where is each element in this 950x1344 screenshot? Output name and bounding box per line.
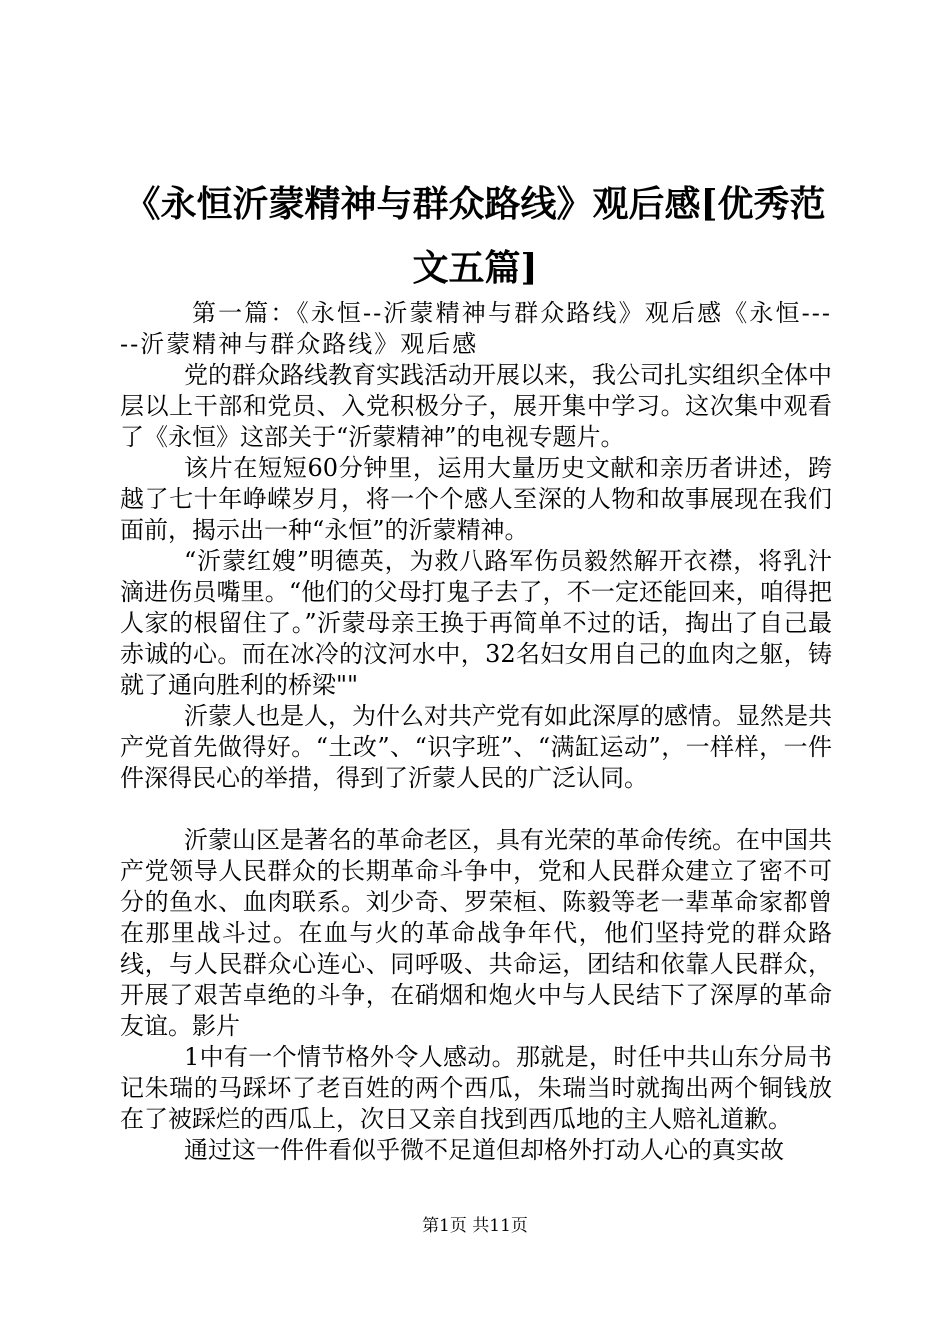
document-title xyxy=(100,172,850,300)
title-line-1: 《永恒沂蒙精神与群众路线》观后感[优秀范 xyxy=(124,183,826,225)
title-line-2: 文五篇] xyxy=(412,247,538,289)
paragraph: 沂蒙人也是人，为什么对共产党有如此深厚的感情。显然是共产党首先做得好。“土改”、“识字班”、“满缸运动”，一样样，一件件深得民心的举措，得到了沂蒙人民的广泛认同。 xyxy=(120,702,832,792)
page-footer xyxy=(0,1214,950,1238)
paragraph-heading: 第一篇：《永恒--沂蒙精神与群众路线》观后感《永恒-----沂蒙精神与群众路线》观后感 xyxy=(120,299,832,358)
page-indicator: 第1页 共11页 xyxy=(422,1216,528,1236)
paragraph: 党的群众路线教育实践活动开展以来，我公司扎实组织全体中层以上干部和党员、入党积极分子，展开集中学习。这次集中观看了《永恒》这部关于“沂蒙精神”的电视专题片。 xyxy=(120,361,832,451)
document-body xyxy=(120,298,832,1166)
paragraph: 沂蒙山区是著名的革命老区，具有光荣的革命传统。在中国共产党领导人民群众的长期革命斗争中，党和人民群众建立了密不可分的鱼水、血肉联系。刘少奇、罗荣桓、陈毅等老一辈革命家都曾在那里战斗过。在血与火的革命战争年代，他们坚持党的群众路线，与人民群众心连心、同呼吸、共命运，团结和依靠人民群众，开展了艰苦卓绝的斗争，在硝烟和炮火中与人民结下了深厚的革命友谊。影片 xyxy=(120,826,832,1040)
paragraph: 该片在短短60分钟里，运用大量历史文献和亲历者讲述，跨越了七十年峥嵘岁月，将一个个感人至深的人物和故事展现在我们面前，揭示出一种“永恒”的沂蒙精神。 xyxy=(120,454,832,544)
paragraph: “沂蒙红嫂”明德英，为救八路军伤员毅然解开衣襟，将乳汁滴进伤员嘴里。“他们的父母打鬼子去了，不一定还能回来，咱得把人家的根留住了。”沂蒙母亲王换于再简单不过的话，掏出了自己最赤诚的心。而在冰冷的汶河水中，32名妇女用自己的血肉之躯，铸就了通向胜利的桥梁"" xyxy=(120,547,832,699)
paragraph: 1中有一个情节格外令人感动。那就是，时任中共山东分局书记朱瑞的马踩坏了老百姓的两个西瓜，朱瑞当时就掏出两个铜钱放在了被踩烂的西瓜上，次日又亲自找到西瓜地的主人赔礼道歉。 xyxy=(120,1043,832,1133)
paragraph: 通过这一件件看似乎微不足道但却格外打动人心的真实故 xyxy=(184,1136,784,1164)
